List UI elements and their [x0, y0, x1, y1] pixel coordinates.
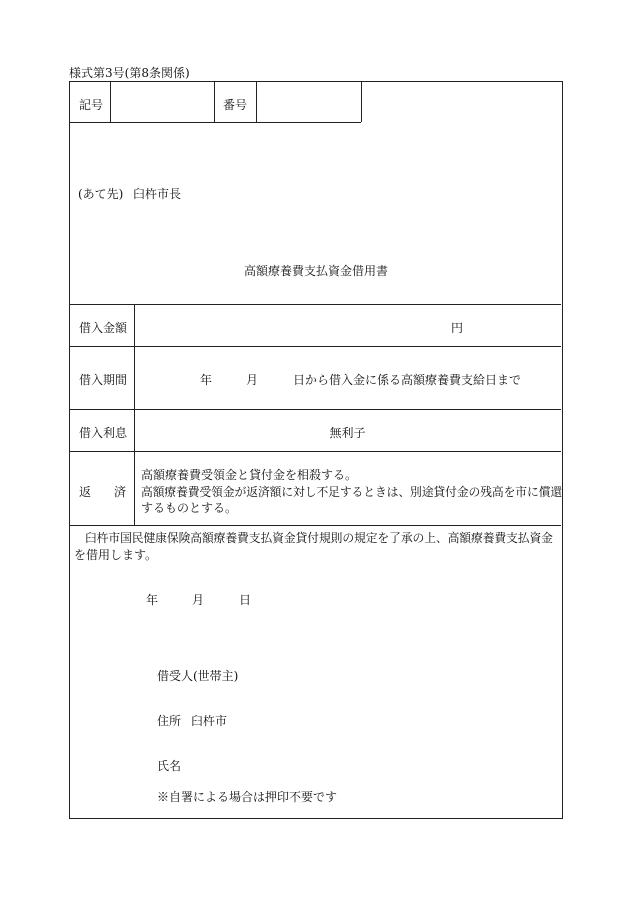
divider: [110, 81, 111, 122]
divider: [214, 81, 215, 122]
row-line: [69, 525, 561, 526]
kigou-label: 記号: [79, 98, 104, 112]
addressee-label: (あて先): [78, 187, 124, 201]
row-line: [69, 346, 561, 347]
date-day: 日: [239, 593, 252, 607]
kigou-field[interactable]: [115, 96, 210, 114]
label-column-divider: [134, 304, 135, 525]
document-title: 高額療養費支払資金借用書: [243, 264, 388, 278]
period-tail: 日から借入金に係る高額療養費支給日まで: [293, 373, 522, 387]
amount-label: 借入金額: [79, 321, 128, 335]
row-line: [69, 451, 561, 452]
divider: [361, 81, 362, 122]
addressee: 臼杵市長: [133, 187, 182, 201]
period-month: 月: [246, 373, 259, 387]
address-value: 臼杵市: [191, 714, 228, 728]
interest-value: 無利子: [329, 426, 366, 440]
seal-note: ※自署による場合は押印不要です: [157, 790, 338, 804]
address-label: 住所: [157, 714, 182, 728]
amount-unit: 円: [451, 321, 464, 335]
bangou-label: 番号: [223, 98, 248, 112]
bangou-field[interactable]: [261, 96, 356, 114]
statement-line-1: 臼杵市国民健康保険高額療養費支払資金貸付規則の規定を了承の上、高額療養費支払資金: [85, 531, 553, 545]
name-label: 氏名: [157, 759, 182, 773]
repay-line-3: するものとする。: [141, 501, 238, 515]
period-label: 借入期間: [79, 373, 128, 387]
borrower-label: 借受人(世帯主): [157, 669, 239, 683]
statement-line-2: を借用します。: [74, 548, 158, 562]
row-line: [69, 304, 561, 305]
period-year: 年: [200, 373, 213, 387]
row-line: [69, 409, 561, 410]
header-row-bottom-line: [69, 122, 361, 123]
interest-label: 借入利息: [79, 426, 128, 440]
repay-label-2: 済: [114, 485, 127, 499]
repay-line-1: 高額療養費受領金と貸付金を相殺する。: [141, 468, 358, 482]
divider: [256, 81, 257, 122]
repay-label-1: 返: [79, 485, 92, 499]
date-year: 年: [146, 593, 159, 607]
date-month: 月: [192, 593, 205, 607]
repay-line-2: 高額療養費受領金が返済額に対し不足するときは、別途貸付金の残高を市に償還: [141, 485, 563, 499]
form-style-label: 様式第3号(第8条関係): [69, 66, 190, 80]
